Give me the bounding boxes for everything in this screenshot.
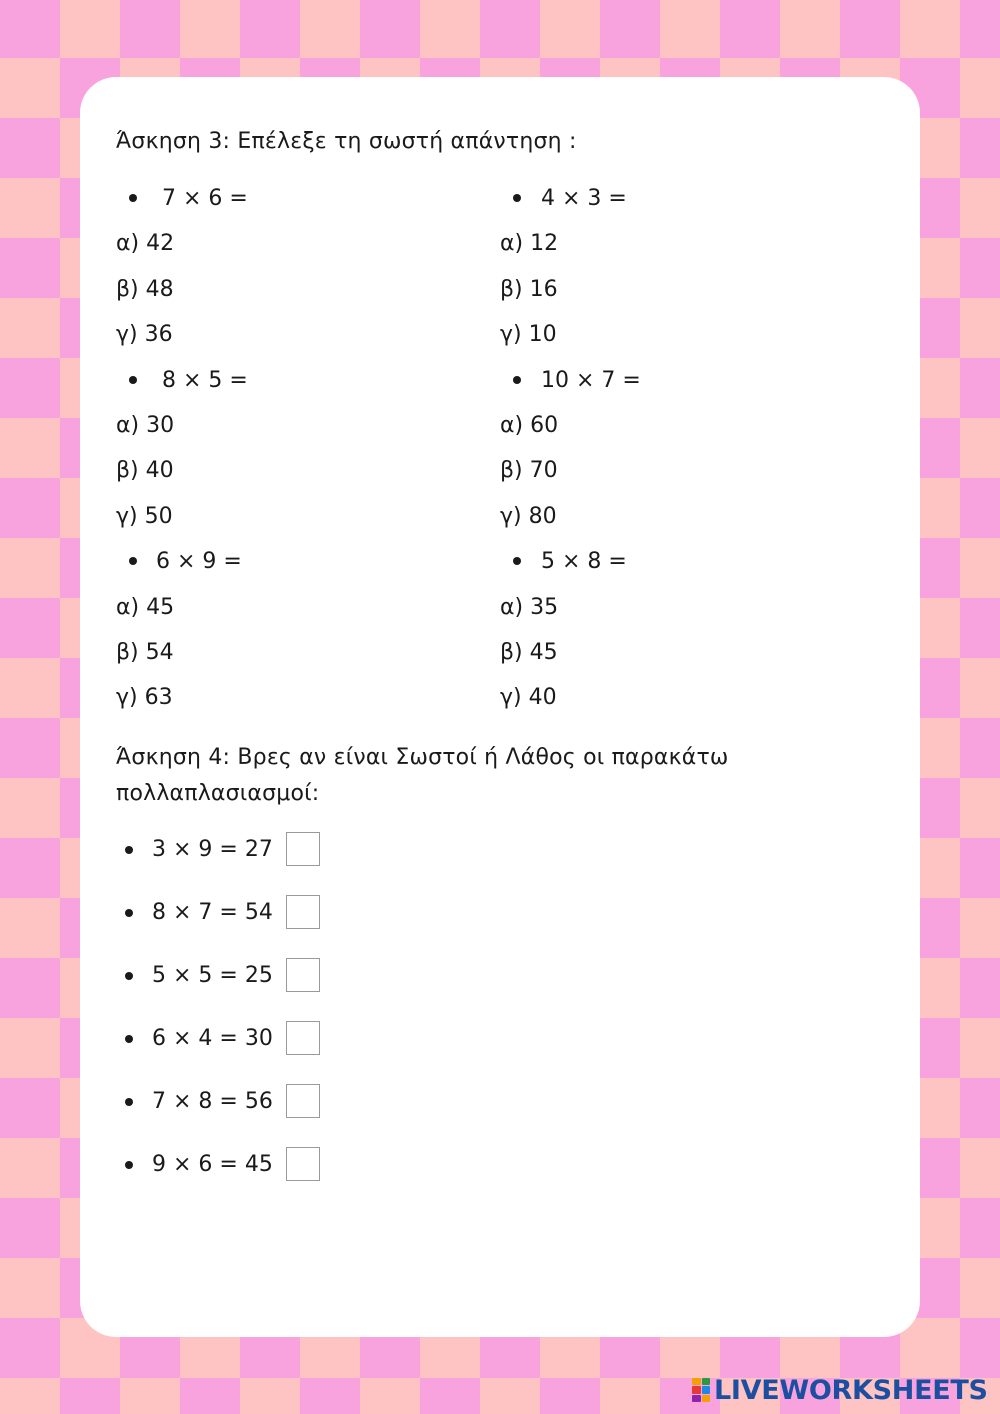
question-text: 7 × 6 = (162, 186, 248, 211)
logo-block (692, 1395, 701, 1402)
answer-box[interactable] (286, 1084, 320, 1118)
brand-name: LIVEWORKSHEETS (714, 1374, 988, 1406)
bullet-icon (129, 194, 137, 202)
equation-text: 5 × 5 = 25 (152, 963, 273, 988)
logo-block (692, 1378, 701, 1385)
answer-option-a[interactable]: α) 35 (500, 594, 559, 620)
liveworksheets-logo-icon (692, 1378, 710, 1402)
bullet-icon (125, 972, 133, 980)
answer-option-c[interactable]: γ) 36 (116, 322, 173, 348)
bullet-icon (513, 194, 521, 202)
answer-option-c[interactable]: γ) 80 (500, 503, 557, 529)
exercise-3-title: Άσκηση 3: Επέλεξε τη σωστή απάντηση : (116, 129, 577, 154)
answer-option-b[interactable]: β) 70 (500, 458, 558, 484)
question-item (116, 176, 476, 221)
answer-option-c[interactable]: γ) 40 (500, 685, 557, 711)
answer-option-c[interactable]: γ) 50 (116, 503, 173, 529)
bullet-icon (513, 376, 521, 384)
answer-option-b[interactable]: β) 16 (500, 276, 558, 302)
answer-option-b[interactable]: β) 48 (116, 276, 174, 302)
answer-option-a[interactable]: α) 60 (500, 412, 559, 438)
question-item (500, 358, 860, 403)
logo-block (692, 1386, 701, 1393)
question-text: 5 × 8 = (541, 549, 627, 575)
question-item (500, 539, 860, 584)
exercise-4-title-line-1: Άσκηση 4: Βρες αν είναι Σωστοί ή Λάθος οι παρακάτω (116, 745, 729, 770)
question-text: 4 × 3 = (541, 186, 627, 211)
answer-box[interactable] (286, 895, 320, 929)
logo-block (702, 1386, 711, 1393)
answer-option-c[interactable]: γ) 10 (500, 322, 557, 348)
question-item (116, 358, 476, 403)
bullet-icon (129, 376, 137, 384)
answer-option-a[interactable]: α) 30 (116, 412, 175, 438)
answer-option-b[interactable]: β) 40 (116, 458, 174, 484)
bullet-icon (125, 1161, 133, 1169)
answer-box[interactable] (286, 1021, 320, 1055)
question-text: 10 × 7 = (541, 367, 641, 393)
bullet-icon (125, 846, 133, 854)
exercise-3-right-column (500, 176, 860, 721)
bullet-icon (129, 557, 137, 565)
liveworksheets-branding[interactable] (692, 1374, 988, 1406)
answer-option-a[interactable]: α) 45 (116, 594, 175, 620)
answer-option-b[interactable]: β) 45 (500, 639, 558, 665)
bullet-icon (513, 557, 521, 565)
question-item (500, 176, 860, 221)
question-item (116, 539, 476, 584)
exercise-3-left-column (116, 176, 476, 721)
answer-option-c[interactable]: γ) 63 (116, 685, 173, 711)
answer-box[interactable] (286, 1147, 320, 1181)
answer-box[interactable] (286, 832, 320, 866)
answer-option-a[interactable]: α) 42 (116, 231, 175, 257)
equation-text: 6 × 4 = 30 (152, 1026, 273, 1051)
exercise-4-title-line-2: πολλαπλασιασμοί: (116, 781, 320, 806)
logo-block (702, 1378, 711, 1385)
bullet-icon (125, 909, 133, 917)
equation-text: 3 × 9 = 27 (152, 837, 273, 862)
bullet-icon (125, 1098, 133, 1106)
answer-box[interactable] (286, 958, 320, 992)
question-text: 8 × 5 = (162, 367, 248, 393)
question-text: 6 × 9 = (156, 549, 242, 575)
equation-text: 8 × 7 = 54 (152, 900, 273, 925)
answer-option-b[interactable]: β) 54 (116, 639, 174, 665)
equation-text: 9 × 6 = 45 (152, 1152, 273, 1177)
bullet-icon (125, 1035, 133, 1043)
logo-block (702, 1395, 711, 1402)
equation-text: 7 × 8 = 56 (152, 1089, 273, 1114)
answer-option-a[interactable]: α) 12 (500, 231, 559, 257)
